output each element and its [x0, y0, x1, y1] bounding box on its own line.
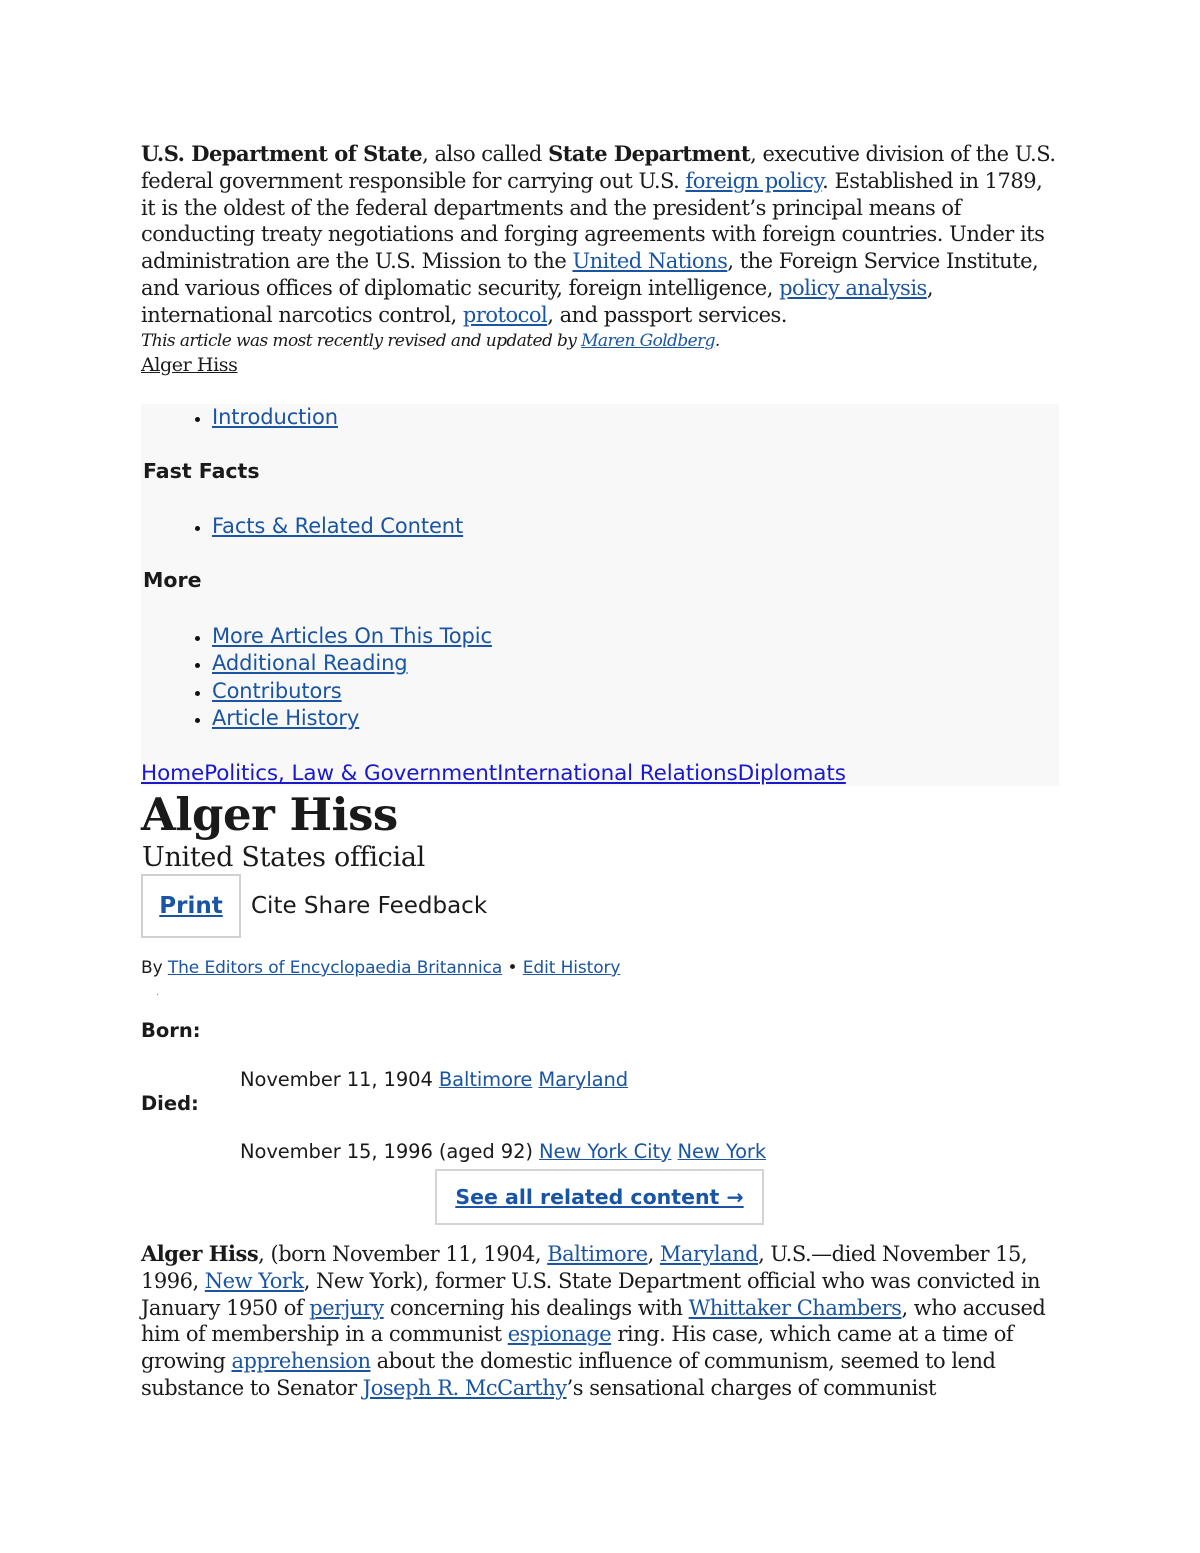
table-of-contents — [141, 404, 1059, 786]
breadcrumb-international-relations[interactable]: International Relations — [497, 761, 738, 786]
link-maryland[interactable]: Maryland — [659, 1242, 759, 1266]
revision-suffix: . — [714, 330, 720, 351]
link-foreign-policy[interactable]: foreign policy — [685, 168, 823, 193]
link-edit-history[interactable]: Edit History — [522, 958, 621, 978]
toc-item — [212, 623, 492, 650]
body-text: , U.S.—died November 15, 1996, — [141, 1242, 1028, 1293]
toc-item — [212, 404, 338, 431]
link-born-city[interactable]: Baltimore — [438, 1068, 533, 1091]
body-text: , (born November 11, 1904, — [258, 1242, 548, 1266]
divider-dot: · — [156, 990, 160, 1001]
article-actions[interactable]: Cite Share Feedback — [251, 893, 488, 919]
toc-heading-more: More — [143, 568, 202, 592]
body-text: about the domestic influence of communism, seemed to lend substance to Senator — [141, 1349, 996, 1400]
toc-item — [212, 705, 492, 732]
died-value — [240, 1139, 766, 1165]
intro-section — [141, 141, 1061, 377]
link-espionage[interactable]: espionage — [507, 1322, 612, 1347]
link-revision-author[interactable]: Maren Goldberg — [581, 330, 715, 351]
born-value — [240, 1067, 628, 1093]
toc-item — [212, 678, 492, 705]
body-text: ring. His case, which came at a time of growing — [141, 1322, 1014, 1374]
link-apprehension[interactable]: apprehension — [231, 1349, 371, 1374]
breadcrumb-politics[interactable]: Politics, Law & Government — [204, 761, 498, 786]
body-subject-name: Alger Hiss — [141, 1241, 259, 1266]
born-label: Born: — [141, 1019, 201, 1042]
link-protocol[interactable]: protocol — [462, 302, 548, 327]
byline-separator: • — [502, 958, 523, 978]
body-text: concerning his dealings with — [383, 1295, 689, 1320]
body-text: , — [647, 1242, 660, 1266]
toc-link-contributors[interactable]: Contributors — [212, 678, 342, 703]
revision-note — [141, 329, 1061, 353]
breadcrumb — [141, 760, 846, 788]
intro-text: , the Foreign Service Institute, and various offices of diplomatic security, foreign intelligence, — [141, 249, 1039, 300]
article-crumb-title[interactable]: Alger Hiss — [141, 353, 238, 376]
article-body-paragraph — [141, 1241, 1066, 1402]
intro-text: , also called — [422, 142, 549, 166]
link-baltimore[interactable]: Baltimore — [547, 1242, 648, 1266]
toc-more-list — [141, 623, 492, 733]
toc-intro-list — [141, 404, 338, 431]
intro-text: , and passport services. — [547, 302, 787, 327]
link-died-city[interactable]: New York City — [539, 1140, 672, 1163]
body-text: ’s sensational charges of communist — [566, 1375, 936, 1400]
link-died-state[interactable]: New York — [677, 1140, 767, 1163]
link-author[interactable]: The Editors of Encyclopaedia Britannica — [167, 958, 503, 978]
toc-item — [212, 650, 492, 677]
link-new-york[interactable]: New York — [204, 1268, 304, 1293]
born-date: November 11, 1904 — [240, 1068, 439, 1091]
intro-text: . Established in 1789, it is the oldest of the federal departments and the president’s principal means of conducting treaty negotiations and forging agreements with foreign countries. Under its administration are the U.S. Mission to the — [141, 168, 1045, 274]
revision-prefix: This article was most recently revised and updated by — [141, 330, 582, 351]
toc-link-additional-reading[interactable]: Additional Reading — [212, 651, 408, 676]
toc-link-more-articles[interactable]: More Articles On This Topic — [212, 624, 492, 648]
breadcrumb-diplomats[interactable]: Diplomats — [737, 761, 846, 786]
page-subtitle: United States official — [142, 842, 425, 873]
body-text: , who accused him of membership in a communist — [141, 1295, 1046, 1347]
page-title: Alger Hiss — [141, 788, 398, 841]
link-policy-analysis[interactable]: policy analysis — [779, 275, 927, 300]
intro-paragraph — [141, 141, 1061, 329]
died-label: Died: — [141, 1092, 199, 1115]
toc-fast-facts-list — [141, 513, 463, 540]
link-joseph-mccarthy[interactable]: Joseph R. McCarthy — [362, 1375, 567, 1400]
byline — [141, 955, 620, 981]
link-whittaker-chambers[interactable]: Whittaker Chambers — [688, 1295, 902, 1320]
print-button[interactable]: Print — [141, 874, 241, 938]
see-all-related-button[interactable]: See all related content → — [435, 1169, 764, 1225]
link-born-state[interactable]: Maryland — [538, 1068, 629, 1091]
body-text: , New York), former U.S. State Department official who was convicted in January 1950 of — [141, 1268, 1041, 1320]
intro-term-department: U.S. Department of State — [141, 141, 423, 166]
link-united-nations[interactable]: United Nations — [572, 249, 728, 274]
toc-heading-fast-facts: Fast Facts — [143, 459, 260, 483]
toc-item — [212, 513, 463, 540]
toc-link-article-history[interactable]: Article History — [212, 706, 360, 731]
toc-link-introduction[interactable]: Introduction — [212, 405, 338, 429]
breadcrumb-home[interactable]: Home — [141, 761, 205, 786]
link-perjury[interactable]: perjury — [309, 1295, 384, 1320]
toc-link-facts[interactable]: Facts & Related Content — [212, 514, 464, 538]
intro-text: , executive division of the U.S. federal government responsible for carrying out U.S. — [141, 142, 1056, 193]
intro-text: , international narcotics control, — [141, 275, 934, 327]
died-date: November 15, 1996 (aged 92) — [240, 1140, 540, 1163]
intro-term-state-department: State Department — [548, 141, 751, 166]
byline-prefix: By — [141, 958, 168, 978]
